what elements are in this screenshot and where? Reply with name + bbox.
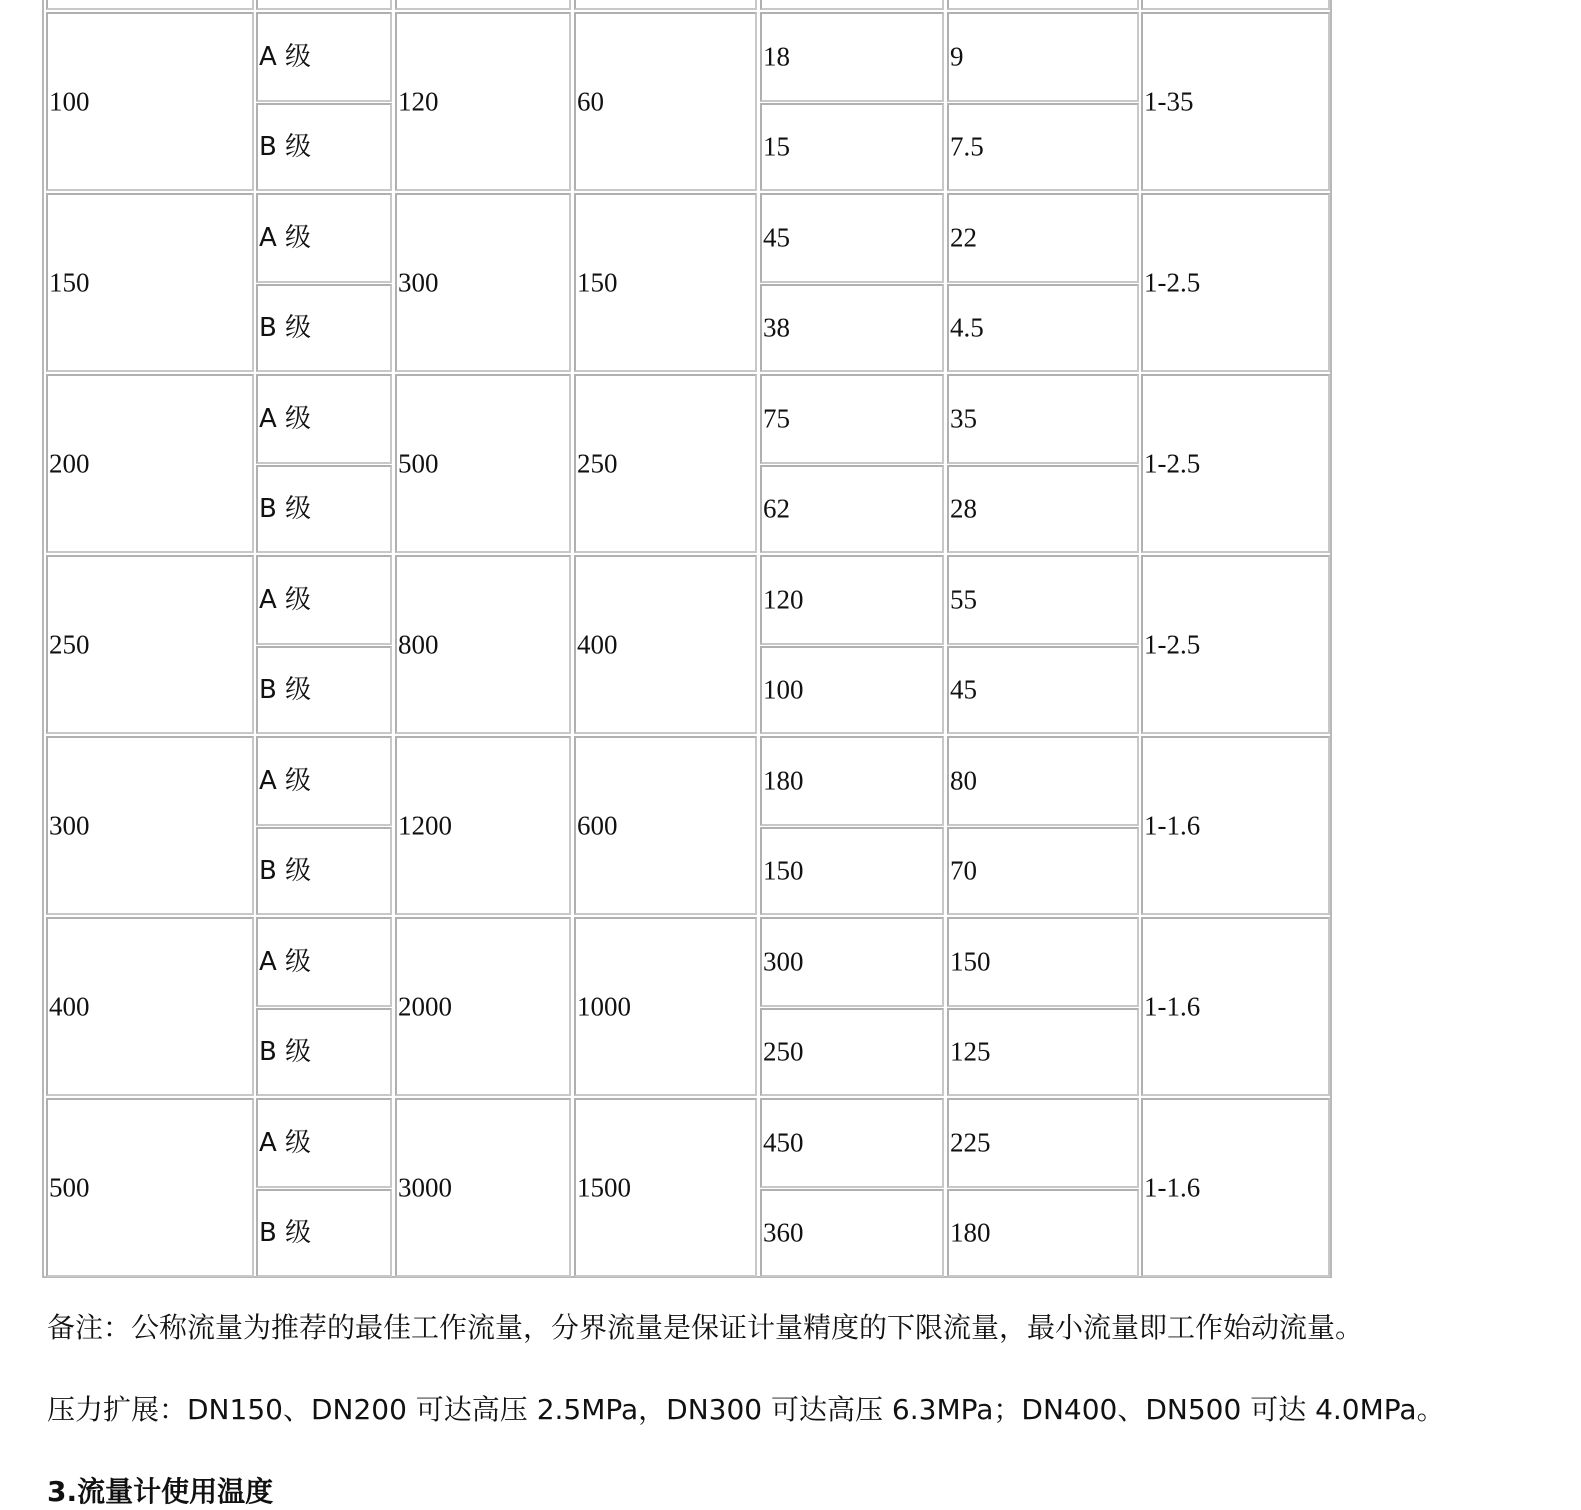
min-flow-a-cell-text: 55 (950, 584, 977, 615)
dn-cell-text: 150 (49, 267, 90, 297)
max-flow-cell-text: 120 (398, 86, 439, 116)
nominal-flow-cell (574, 917, 757, 1096)
min-flow-a-cell (947, 12, 1139, 102)
min-flow-b-cell-text: 125 (950, 1036, 991, 1067)
min-flow-b-cell (947, 284, 1139, 372)
min-flow-a-cell-text: 150 (950, 946, 991, 977)
grade-b-cell (256, 465, 392, 553)
boundary-flow-b-cell-text: 250 (763, 1036, 804, 1067)
boundary-flow-b-cell (760, 103, 944, 191)
boundary-flow-a-cell-text: 75 (763, 403, 790, 434)
max-flow-cell (395, 12, 571, 191)
remark-note: 备注：公称流量为推荐的最佳工作流量，分界流量是保证计量精度的下限流量，最小流量即工作始动流量。 (47, 1311, 1364, 1344)
grade-b-cell-text: B 级 (259, 313, 312, 343)
boundary-flow-a-cell (760, 12, 944, 102)
nominal-flow-cell (574, 374, 757, 553)
boundary-flow-a-cell-text: 180 (763, 765, 804, 796)
nominal-flow-cell-text: 600 (577, 810, 618, 840)
boundary-flow-a-cell (760, 917, 944, 1007)
dn-cell (46, 917, 254, 1096)
boundary-flow-b-cell (760, 1008, 944, 1096)
min-flow-a-cell (947, 736, 1139, 826)
grade-b-cell (256, 646, 392, 734)
pressure-cell (1141, 917, 1330, 1096)
table-cell-partial (46, 0, 254, 10)
boundary-flow-a-cell (760, 555, 944, 645)
min-flow-b-cell-text: 180 (950, 1217, 991, 1248)
grade-b-cell-text: B 级 (259, 1218, 312, 1248)
boundary-flow-a-cell-text: 450 (763, 1127, 804, 1158)
boundary-flow-b-cell (760, 1189, 944, 1277)
min-flow-a-cell (947, 374, 1139, 464)
table-cell-partial (760, 0, 944, 10)
min-flow-a-cell-text: 225 (950, 1127, 991, 1158)
min-flow-b-cell (947, 1189, 1139, 1277)
boundary-flow-b-cell-text: 100 (763, 674, 804, 705)
pressure-cell-text: 1-2.5 (1144, 629, 1201, 659)
min-flow-b-cell-text: 28 (950, 493, 977, 524)
min-flow-b-cell (947, 646, 1139, 734)
min-flow-b-cell-text: 7.5 (950, 131, 984, 162)
min-flow-b-cell-text: 45 (950, 674, 977, 705)
nominal-flow-cell (574, 1098, 757, 1277)
grade-a-cell-text: A 级 (259, 766, 312, 796)
min-flow-a-cell (947, 193, 1139, 283)
dn-cell-text: 100 (49, 86, 90, 116)
grade-a-cell (256, 555, 392, 645)
max-flow-cell (395, 193, 571, 372)
max-flow-cell (395, 1098, 571, 1277)
max-flow-cell (395, 736, 571, 915)
min-flow-b-cell (947, 103, 1139, 191)
boundary-flow-a-cell (760, 736, 944, 826)
grade-a-cell-text: A 级 (259, 223, 312, 253)
pressure-cell (1141, 1098, 1330, 1277)
grade-b-cell (256, 827, 392, 915)
grade-a-cell (256, 193, 392, 283)
dn-cell (46, 736, 254, 915)
nominal-flow-cell-text: 60 (577, 86, 604, 116)
grade-a-cell-text: A 级 (259, 947, 312, 977)
grade-b-cell (256, 1189, 392, 1277)
nominal-flow-cell-text: 400 (577, 629, 618, 659)
pressure-cell-text: 1-1.6 (1144, 810, 1201, 840)
boundary-flow-b-cell (760, 827, 944, 915)
grade-b-cell-text: B 级 (259, 132, 312, 162)
nominal-flow-cell (574, 193, 757, 372)
max-flow-cell-text: 800 (398, 629, 439, 659)
table-cell-partial (395, 0, 571, 10)
dn-cell (46, 555, 254, 734)
section-heading: 3.流量计使用温度 (47, 1475, 274, 1508)
min-flow-b-cell (947, 827, 1139, 915)
grade-b-cell-text: B 级 (259, 1037, 312, 1067)
dn-cell (46, 1098, 254, 1277)
boundary-flow-b-cell-text: 360 (763, 1217, 804, 1248)
grade-a-cell-text: A 级 (259, 42, 312, 72)
boundary-flow-a-cell (760, 193, 944, 283)
boundary-flow-b-cell (760, 465, 944, 553)
max-flow-cell-text: 2000 (398, 991, 452, 1021)
grade-a-cell (256, 374, 392, 464)
pressure-extension-note: 压力扩展：DN150、DN200 可达高压 2.5MPa，DN300 可达高压 6.3MPa；DN400、DN500 可达 4.0MPa。 (47, 1393, 1445, 1426)
grade-b-cell (256, 284, 392, 372)
min-flow-a-cell-text: 9 (950, 41, 964, 72)
dn-cell (46, 374, 254, 553)
max-flow-cell (395, 555, 571, 734)
dn-cell-text: 400 (49, 991, 90, 1021)
max-flow-cell (395, 917, 571, 1096)
nominal-flow-cell (574, 736, 757, 915)
max-flow-cell-text: 300 (398, 267, 439, 297)
boundary-flow-b-cell (760, 646, 944, 734)
boundary-flow-b-cell-text: 62 (763, 493, 790, 524)
table-cell-partial (256, 0, 392, 10)
grade-a-cell-text: A 级 (259, 1128, 312, 1158)
min-flow-b-cell-text: 4.5 (950, 312, 984, 343)
dn-cell-text: 300 (49, 810, 90, 840)
grade-b-cell-text: B 级 (259, 856, 312, 886)
boundary-flow-b-cell-text: 150 (763, 855, 804, 886)
table-cell-partial (1141, 0, 1330, 10)
boundary-flow-b-cell-text: 38 (763, 312, 790, 343)
pressure-cell (1141, 12, 1330, 191)
grade-b-cell (256, 1008, 392, 1096)
dn-cell (46, 193, 254, 372)
nominal-flow-cell-text: 1000 (577, 991, 631, 1021)
nominal-flow-cell-text: 250 (577, 448, 618, 478)
grade-a-cell (256, 917, 392, 1007)
min-flow-a-cell (947, 917, 1139, 1007)
grade-b-cell-text: B 级 (259, 494, 312, 524)
pressure-cell (1141, 736, 1330, 915)
boundary-flow-a-cell-text: 45 (763, 222, 790, 253)
min-flow-b-cell (947, 1008, 1139, 1096)
nominal-flow-cell (574, 12, 757, 191)
grade-a-cell-text: A 级 (259, 585, 312, 615)
max-flow-cell-text: 1200 (398, 810, 452, 840)
table-cell-partial (574, 0, 757, 10)
nominal-flow-cell-text: 1500 (577, 1172, 631, 1202)
pressure-cell-text: 1-35 (1144, 86, 1194, 116)
min-flow-a-cell-text: 35 (950, 403, 977, 434)
boundary-flow-b-cell-text: 15 (763, 131, 790, 162)
dn-cell-text: 200 (49, 448, 90, 478)
min-flow-a-cell-text: 80 (950, 765, 977, 796)
min-flow-a-cell (947, 555, 1139, 645)
min-flow-a-cell (947, 1098, 1139, 1188)
pressure-cell-text: 1-1.6 (1144, 991, 1201, 1021)
dn-cell (46, 12, 254, 191)
boundary-flow-a-cell-text: 18 (763, 41, 790, 72)
min-flow-b-cell-text: 70 (950, 855, 977, 886)
boundary-flow-a-cell (760, 1098, 944, 1188)
grade-a-cell (256, 736, 392, 826)
nominal-flow-cell (574, 555, 757, 734)
grade-a-cell-text: A 级 (259, 404, 312, 434)
pressure-cell-text: 1-2.5 (1144, 448, 1201, 478)
min-flow-a-cell-text: 22 (950, 222, 977, 253)
max-flow-cell-text: 500 (398, 448, 439, 478)
min-flow-b-cell (947, 465, 1139, 553)
pressure-cell (1141, 555, 1330, 734)
dn-cell-text: 250 (49, 629, 90, 659)
pressure-cell-text: 1-1.6 (1144, 1172, 1201, 1202)
max-flow-cell (395, 374, 571, 553)
dn-cell-text: 500 (49, 1172, 90, 1202)
boundary-flow-a-cell-text: 300 (763, 946, 804, 977)
nominal-flow-cell-text: 150 (577, 267, 618, 297)
boundary-flow-b-cell (760, 284, 944, 372)
boundary-flow-a-cell-text: 120 (763, 584, 804, 615)
grade-b-cell-text: B 级 (259, 675, 312, 705)
pressure-cell (1141, 374, 1330, 553)
pressure-cell-text: 1-2.5 (1144, 267, 1201, 297)
max-flow-cell-text: 3000 (398, 1172, 452, 1202)
grade-b-cell (256, 103, 392, 191)
grade-a-cell (256, 1098, 392, 1188)
boundary-flow-a-cell (760, 374, 944, 464)
grade-a-cell (256, 12, 392, 102)
pressure-cell (1141, 193, 1330, 372)
table-cell-partial (947, 0, 1139, 10)
